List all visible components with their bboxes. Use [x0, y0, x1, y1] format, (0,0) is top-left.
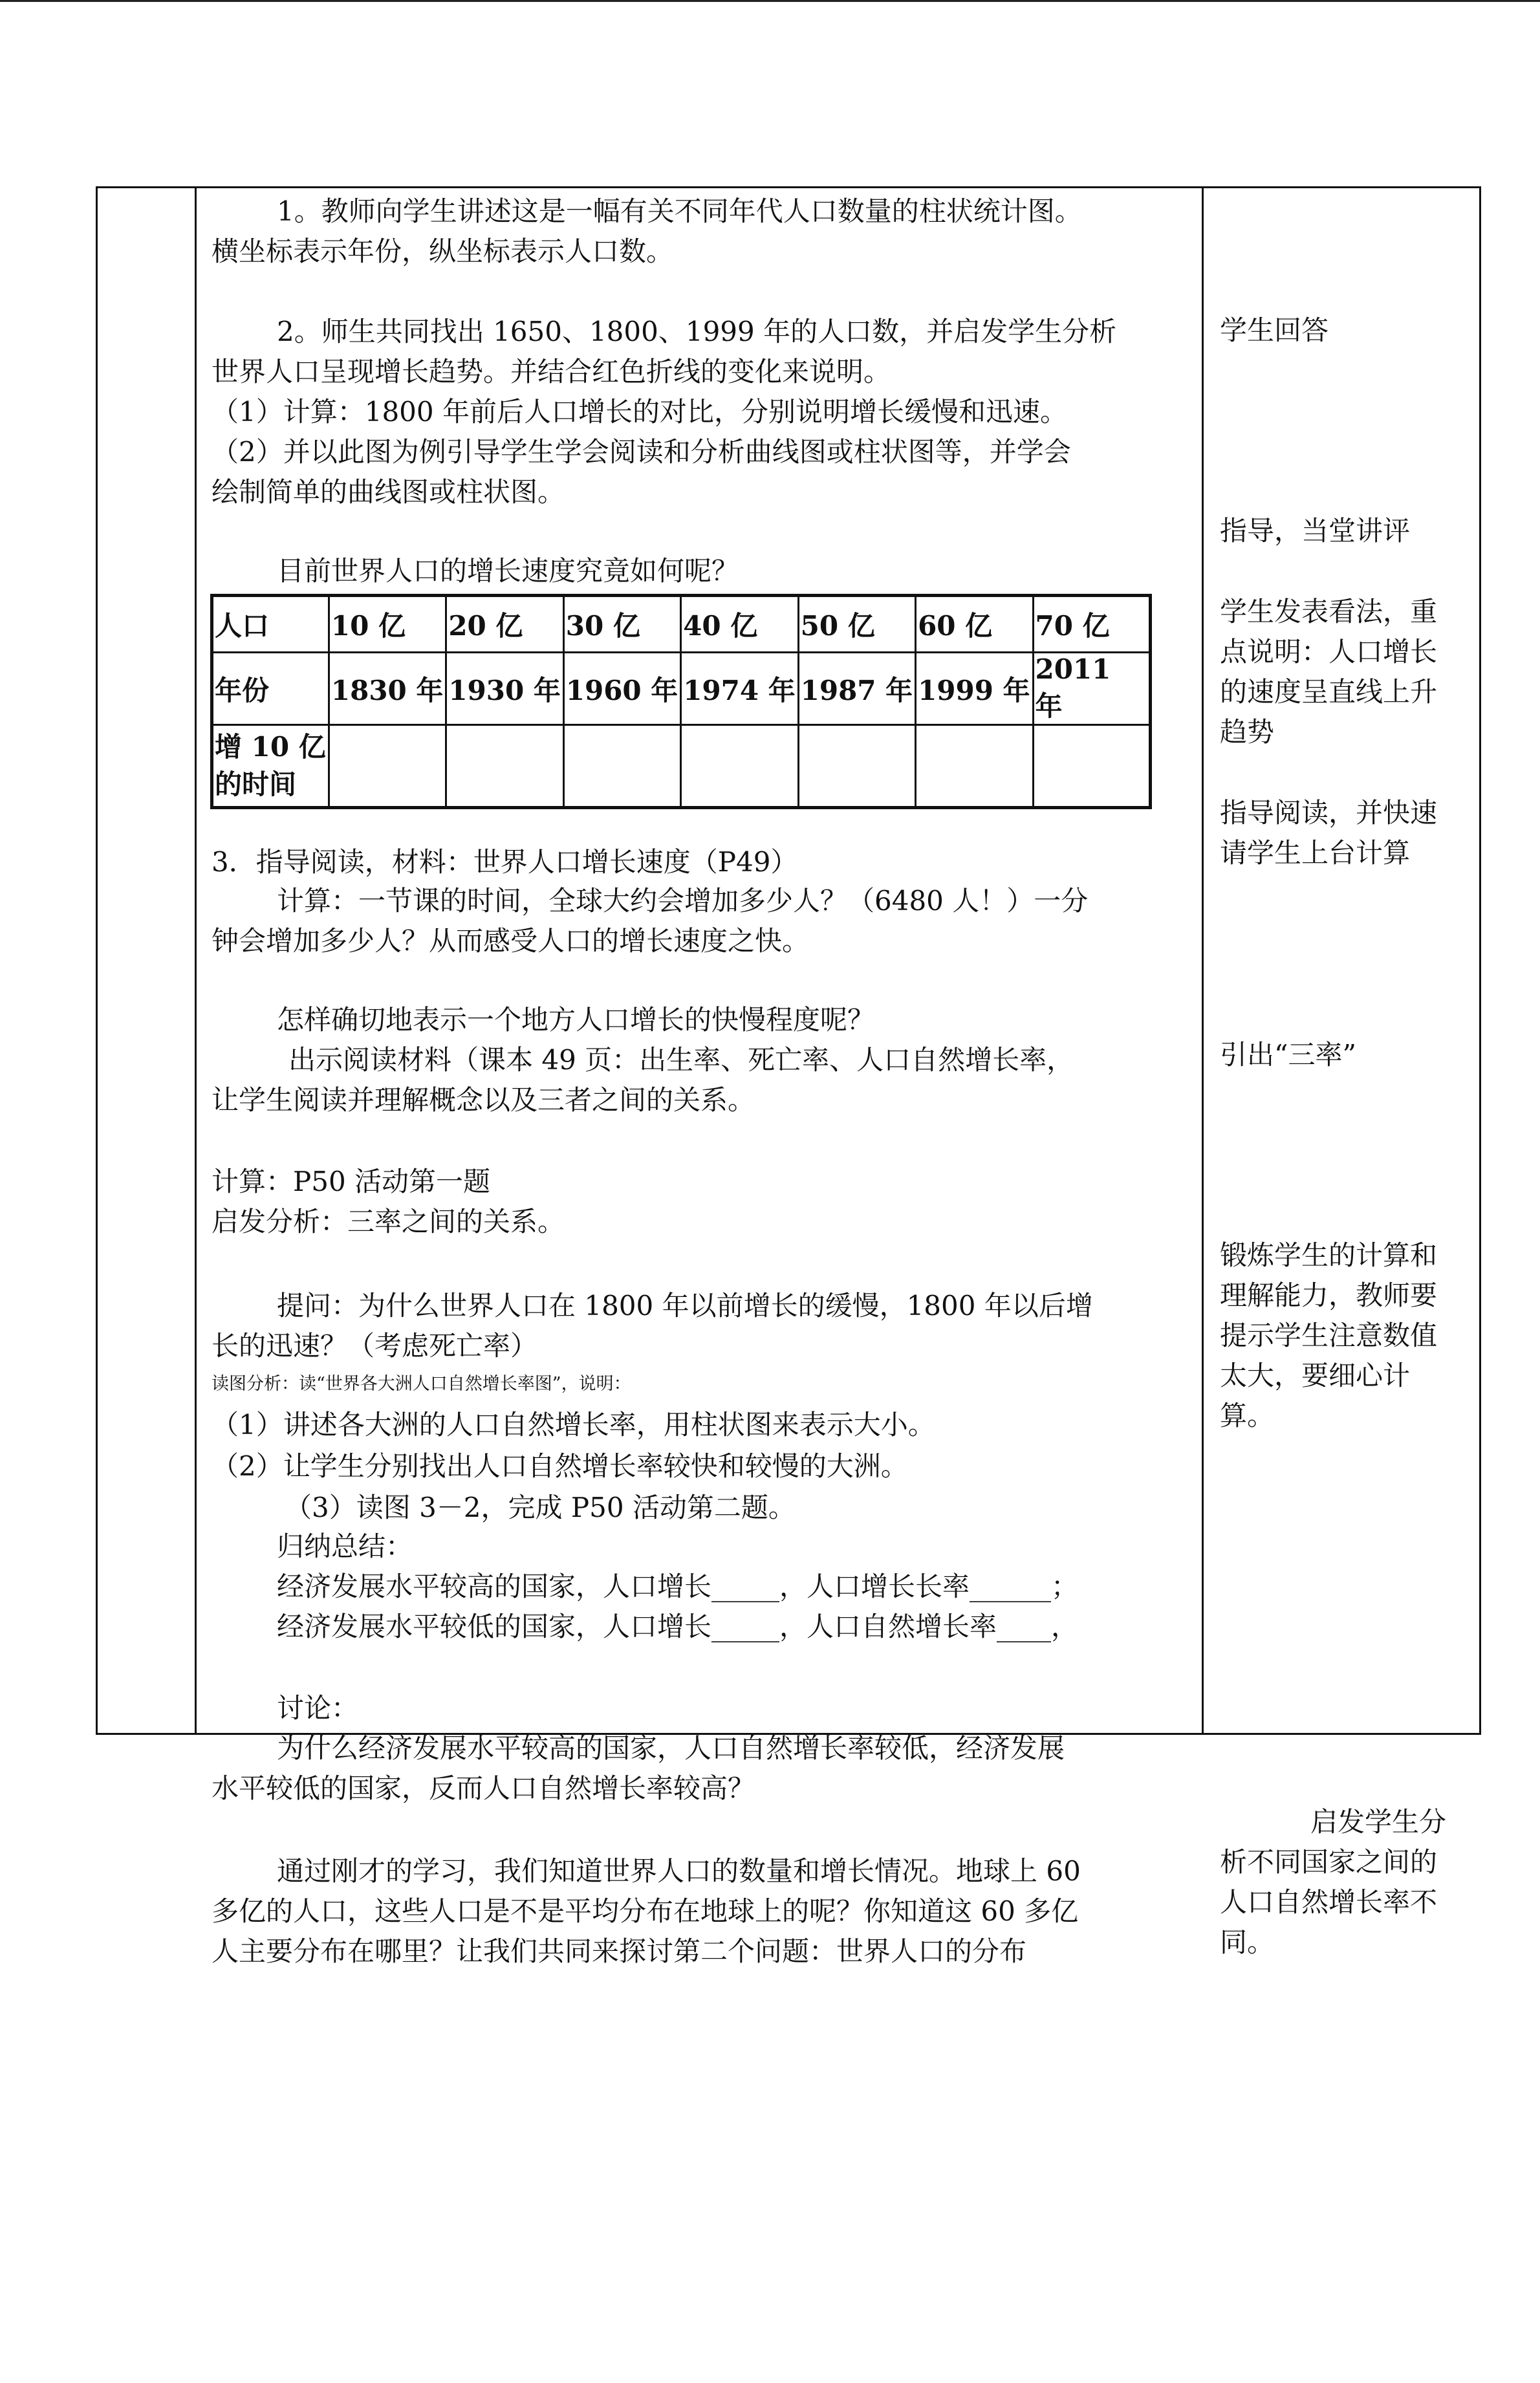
- table-row-year: [212, 653, 1151, 725]
- note-compare-line-1: 启发学生分: [1310, 1806, 1447, 1838]
- table-cell-empty: [446, 725, 563, 808]
- population-growth-table: [210, 594, 1152, 809]
- discussion-line-1: 为什么经济发展水平较高的国家，人口自然增长率较低，经济发展: [277, 1732, 1065, 1764]
- table-cell-empty: [329, 725, 446, 808]
- note-skills-line-4: 太大，要细心计: [1220, 1360, 1411, 1391]
- map-reading-item-1: （1）讲述各大洲的人口自然增长率，用柱状图来表示大小。: [211, 1409, 935, 1441]
- closing-line-1: 通过刚才的学习，我们知道世界人口的数量和增长情况。地球上 60: [277, 1855, 1081, 1887]
- map-reading-item-3: （3）读图 3－2，完成 P50 活动第二题。: [285, 1492, 796, 1523]
- paragraph-2-item-2-line-1: （2）并以此图为例引导学生学会阅读和分析曲线图或柱状图等，并学会: [211, 436, 1071, 468]
- table-cell: 2011 年: [1033, 653, 1150, 725]
- column-divider-1: [195, 186, 197, 1735]
- question-growth-measure: 怎样确切地表示一个地方人口增长的快慢程度呢？: [277, 1004, 875, 1036]
- table-cell: 人口: [212, 596, 329, 653]
- note-compare-line-2: 析不同国家之间的: [1220, 1846, 1438, 1878]
- question-growth-speed: 目前世界人口的增长速度究竟如何呢？: [277, 555, 739, 587]
- question-line-2: 长的迅速？（考虑死亡率）: [211, 1330, 538, 1362]
- note-opinion-line-3: 的速度呈直线上升: [1220, 676, 1438, 708]
- note-compare-line-3: 人口自然增长率不: [1220, 1886, 1438, 1918]
- paragraph-3-line-1: 3．指导阅读，材料：世界人口增长速度（P49）: [211, 846, 798, 878]
- note-skills-line-1: 锻炼学生的计算和: [1220, 1239, 1438, 1271]
- table-cell: 50 亿: [798, 596, 915, 653]
- table-cell: 40 亿: [681, 596, 798, 653]
- table-cell-interval-label: [212, 725, 329, 808]
- paragraph-2-line-1: 2。师生共同找出 1650、1800、1999 年的人口数，并启发学生分析: [277, 316, 1117, 347]
- note-skills-line-5: 算。: [1220, 1400, 1275, 1431]
- question-line-1: 提问：为什么世界人口在 1800 年以前增长的缓慢，1800 年以后增: [277, 1290, 1093, 1322]
- note-opinion-line-1: 学生发表看法，重: [1220, 596, 1438, 627]
- paragraph-2-item-1: （1）计算：1800 年前后人口增长的对比，分别说明增长缓慢和迅速。: [211, 396, 1067, 428]
- table-cell: 1930 年: [446, 653, 563, 725]
- table-cell-empty: [1033, 725, 1150, 808]
- summary-line-1: 经济发展水平较高的国家，人口增长_____，人口增长长率______；: [277, 1571, 1079, 1602]
- note-compare-line-4: 同。: [1220, 1926, 1275, 1958]
- table-cell: 1960 年: [563, 653, 680, 725]
- note-skills-line-3: 提示学生注意数值: [1220, 1320, 1438, 1351]
- table-cell-empty: [798, 725, 915, 808]
- table-cell-empty: [916, 725, 1033, 808]
- column-divider-2: [1202, 186, 1204, 1735]
- note-opinion-line-2: 点说明：人口增长: [1220, 636, 1438, 668]
- calculation-task: 计算：P50 活动第一题: [211, 1166, 491, 1197]
- summary-heading: 归纳总结：: [277, 1530, 413, 1562]
- paragraph-2-item-2-line-2: 绘制简单的曲线图或柱状图。: [211, 476, 565, 508]
- table-cell: 1987 年: [798, 653, 915, 725]
- table-cell: 30 亿: [563, 596, 680, 653]
- interval-label-line-2: 的时间: [215, 768, 297, 800]
- summary-line-2: 经济发展水平较低的国家，人口增长_____，人口自然增长率____，: [277, 1611, 1079, 1642]
- paragraph-3-line-2: 计算：一节课的时间，全球大约会增加多少人？（6480 人！）一分: [277, 885, 1089, 917]
- note-skills-line-2: 理解能力，教师要: [1220, 1279, 1438, 1311]
- discussion-heading: 讨论：: [277, 1692, 359, 1724]
- paragraph-3-line-3: 钟会增加多少人？从而感受人口的增长速度之快。: [211, 925, 810, 957]
- interval-label-line-1: 增 10 亿: [215, 731, 326, 763]
- table-cell: 70 亿: [1033, 596, 1150, 653]
- table-cell: 1830 年: [329, 653, 446, 725]
- map-reading-instruction: 读图分析：读“世界各大洲人口自然增长率图”，说明：: [211, 1374, 631, 1394]
- map-reading-item-2: （2）让学生分别找出人口自然增长率较快和较慢的大洲。: [211, 1450, 908, 1482]
- table-cell: 20 亿: [446, 596, 563, 653]
- note-student-answer: 学生回答: [1220, 314, 1329, 346]
- note-opinion-line-4: 趋势: [1220, 716, 1275, 748]
- reading-material-line-1: 出示阅读材料（课本 49 页：出生率、死亡率、人口自然增长率，: [288, 1044, 1074, 1076]
- table-cell: 10 亿: [329, 596, 446, 653]
- table-cell: 1999 年: [916, 653, 1033, 725]
- discussion-line-2: 水平较低的国家，反而人口自然增长率较高？: [211, 1772, 755, 1804]
- reading-material-line-2: 让学生阅读并理解概念以及三者之间的关系。: [211, 1084, 755, 1116]
- table-cell: 60 亿: [916, 596, 1033, 653]
- table-row-interval: [212, 725, 1151, 808]
- note-guidance: 指导，当堂讲评: [1220, 515, 1411, 547]
- paragraph-1-line-2: 横坐标表示年份，纵坐标表示人口数。: [211, 235, 674, 267]
- note-three-rates: 引出“三率”: [1220, 1039, 1356, 1071]
- page-top-border: [0, 0, 1540, 2]
- table-cell: 1974 年: [681, 653, 798, 725]
- closing-line-2: 多亿的人口，这些人口是不是平均分布在地球上的呢？你知道这 60 多亿: [211, 1895, 1079, 1927]
- table-cell-empty: [563, 725, 680, 808]
- table-cell-empty: [681, 725, 798, 808]
- paragraph-2-line-2: 世界人口呈现增长趋势。并结合红色折线的变化来说明。: [211, 356, 891, 387]
- analysis-prompt: 启发分析：三率之间的关系。: [211, 1206, 565, 1237]
- note-reading-line-1: 指导阅读，并快速: [1220, 797, 1438, 829]
- table-cell: 年份: [212, 653, 329, 725]
- paragraph-1-line-1: 1。教师向学生讲述这是一幅有关不同年代人口数量的柱状统计图。: [277, 195, 1082, 227]
- closing-line-3: 人主要分布在哪里？让我们共同来探讨第二个问题：世界人口的分布: [211, 1935, 1027, 1967]
- note-reading-line-2: 请学生上台计算: [1220, 837, 1411, 869]
- table-row-population: [212, 596, 1151, 653]
